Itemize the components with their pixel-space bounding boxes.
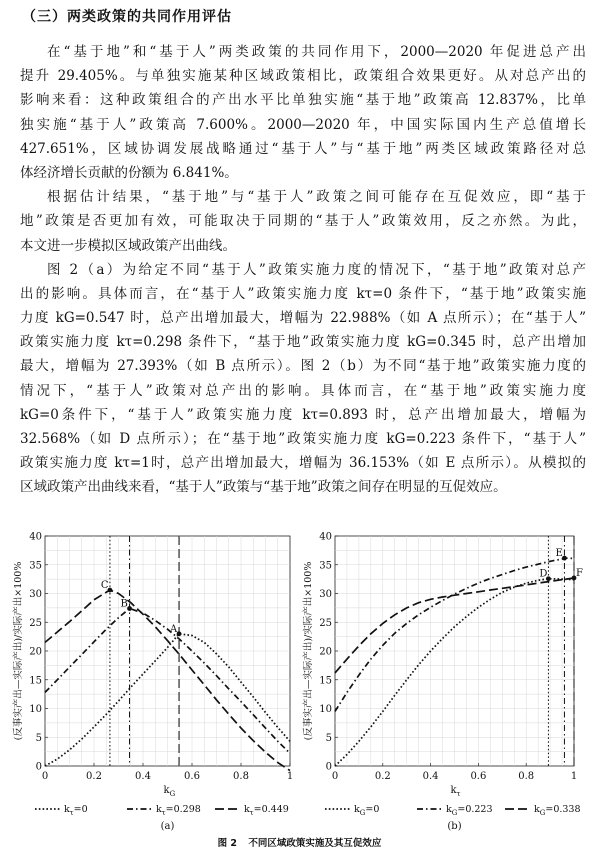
- y-tick-label: 30: [319, 589, 332, 600]
- y-tick-label: 35: [29, 560, 42, 572]
- x-tick-label: 0: [41, 771, 49, 782]
- legend-label-1: $k_G=0$: [354, 804, 380, 817]
- body-text: [20, 40, 586, 500]
- y-tick-label: 25: [319, 617, 332, 629]
- text-line: 情况下，“基于人”政策对总产出的影响。具体而言，在“基于地”政策实施力度: [20, 382, 586, 399]
- text-line: 区域政策产出曲线来看，“基于人”政策与“基于地”政策之间存在明显的互促效应。: [20, 479, 507, 496]
- x-tick-label: 0.4: [422, 771, 439, 782]
- text-line: 体经济增长贡献的份额为 6.841%。: [20, 164, 238, 181]
- section-heading: （三）两类政策的共同作用评估: [22, 9, 232, 25]
- text-line: kG=0条件下，“基于人”政策实施力度 kτ=0.893 时，总产出增加最大，增幅为: [20, 406, 586, 423]
- x-axis-label: $k_G$: [163, 785, 176, 798]
- point-label-E: E: [555, 548, 563, 560]
- y-tick-label: 5: [35, 732, 42, 744]
- figure-2: [0, 527, 599, 832]
- text-line: 提升 29.405%。与单独实施某种区域政策相比，政策组合效果更好。从对总产出的: [20, 68, 586, 85]
- point-A: [177, 631, 182, 636]
- figure-number: 图 2: [217, 838, 238, 849]
- text-line: 影响来看：这种政策组合的产出水平比单独实施“基于地”政策高 12.837%，比单: [20, 92, 586, 109]
- y-tick-label: 30: [29, 589, 42, 600]
- point-label-A: A: [170, 623, 178, 635]
- text-line: 最大，增幅为 27.393%（如 B 点所示）。图 2（b）为不同“基于地”政策实施力度的: [20, 358, 586, 375]
- legend-label-3: $k_G=0.338$: [534, 804, 581, 817]
- panel-caption: (a): [160, 821, 175, 832]
- x-tick-label: 0.2: [86, 771, 102, 782]
- x-tick-label: 0.4: [135, 771, 151, 782]
- text-line: 政策实施力度 kτ=0.298 条件下，“基于地”政策实施力度 kG=0.345 时，总产出增加: [20, 334, 586, 351]
- legend-label-1: $k_\tau=0$: [64, 804, 88, 817]
- y-tick-label: 15: [29, 675, 42, 687]
- point-label-D: D: [539, 568, 548, 580]
- text-line: 427.651%，区域协调发展战略通过“基于人”与“基于地”两类区域政策路径对总: [20, 140, 586, 157]
- x-axis-label: $k_\tau$: [450, 785, 461, 798]
- panel-caption: (b): [447, 821, 462, 832]
- chart-panel-a: [0, 527, 300, 832]
- text-line: 根据估计结果，“基于地”与“基于人”政策之间可能存在互促效应，即“基于: [47, 189, 586, 206]
- y-tick-label: 25: [29, 617, 42, 629]
- x-tick-label: 0.8: [233, 771, 249, 782]
- paragraph-1: [20, 40, 586, 185]
- y-tick-label: 15: [319, 675, 332, 687]
- y-axis-label: (反事实产出—实际产出)/实际产出×100%: [303, 561, 314, 741]
- y-tick-label: 10: [29, 704, 42, 715]
- text-line: 力度 kG=0.547 时，总产出增加最大，增幅为 22.988%（如 A 点所示）；在“基于人”: [20, 310, 586, 327]
- x-tick-label: 1: [570, 771, 578, 782]
- x-tick-label: 0.2: [374, 771, 391, 782]
- y-tick-label: 0: [35, 761, 42, 773]
- text-line: 出的影响。具体而言，在“基于人”政策实施力度 kτ=0 条件下，“基于地”政策实施: [20, 285, 586, 302]
- point-label-C: C: [100, 580, 109, 592]
- text-line: 独实施“基于人”政策高 7.600%。2000—2020 年，中国实际国内生产总值增长: [20, 116, 586, 133]
- paragraph-2: [20, 185, 586, 258]
- y-tick-label: 10: [319, 704, 332, 715]
- y-tick-label: 35: [319, 560, 332, 572]
- text-line: 在“基于地”和“基于人”两类政策的共同作用下，2000—2020 年促进总产出: [47, 44, 586, 60]
- y-tick-label: 5: [325, 732, 332, 744]
- text-line: 32.568%（如 D 点所示）；在“基于地”政策实施力度 kG=0.223 条件下，“基于人”: [20, 431, 586, 447]
- y-tick-label: 20: [29, 646, 42, 658]
- y-tick-label: 0: [325, 761, 332, 773]
- x-tick-label: 0.8: [518, 771, 535, 782]
- figure-caption: [0, 835, 599, 849]
- y-tick-label: 40: [29, 531, 42, 543]
- point-label-B: B: [120, 598, 128, 610]
- paragraph-3: [20, 258, 586, 500]
- x-tick-label: 0.6: [184, 771, 200, 782]
- text-line: 图 2（a）为给定不同“基于人”政策实施力度的情况下，“基于地”政策对总产: [47, 261, 586, 278]
- y-tick-label: 40: [319, 531, 332, 543]
- text-line: 本文进一步模拟区域政策产出曲线。: [20, 237, 236, 254]
- y-tick-label: 20: [319, 646, 332, 658]
- figure-title: 不同区域政策实施及其互促效应: [248, 838, 382, 849]
- legend-label-2: $k_\tau=0.298$: [156, 804, 201, 817]
- legend-label-3: $k_\tau=0.449$: [244, 804, 289, 817]
- chart-panel-b: [300, 527, 599, 832]
- x-tick-label: 0.6: [470, 771, 487, 782]
- legend-label-2: $k_G=0.223$: [446, 804, 493, 817]
- x-tick-label: 1: [286, 771, 294, 782]
- text-line: 政策实施力度 kτ=1时，总产出增加最大，增幅为 36.153%（如 E 点所示）。从模拟的: [20, 455, 586, 472]
- point-label-F: F: [576, 567, 583, 579]
- x-tick-label: 0: [331, 771, 339, 782]
- text-line: 地”政策是否更加有效，可能取决于同期的“基于人”政策效用，反之亦然。为此，: [20, 213, 586, 230]
- y-axis-label: (反事实产出—实际产出)/实际产出×100%: [13, 561, 24, 741]
